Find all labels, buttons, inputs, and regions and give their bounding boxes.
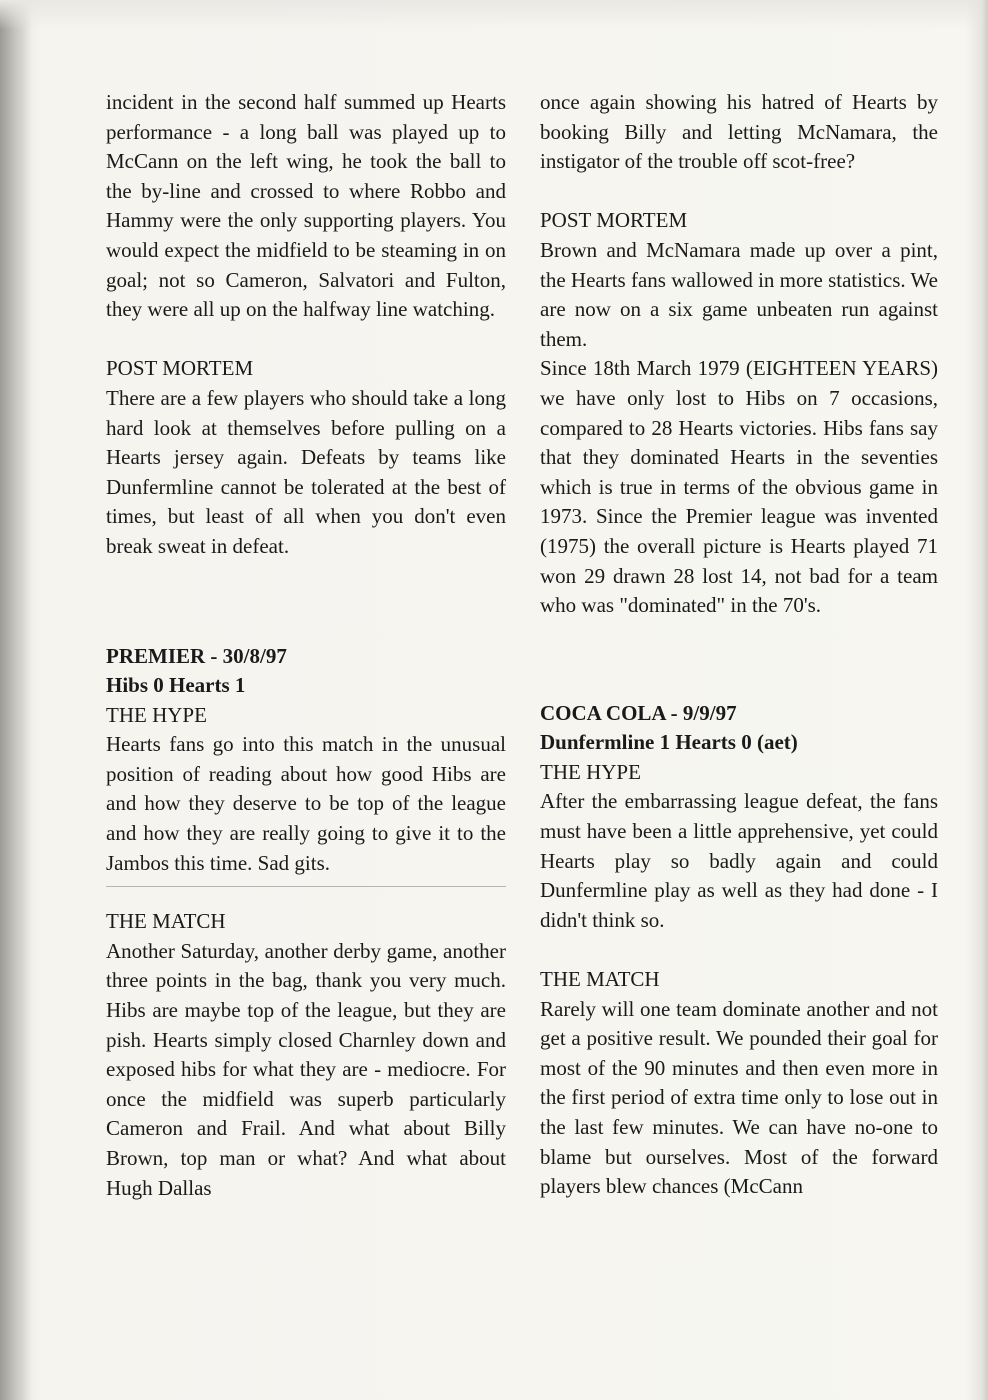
section-label-the-match: THE MATCH: [540, 967, 660, 992]
paragraph: Brown and McNamara made up over a pint, the Hearts fans wallowed in more statistics. We are now on a six game unbeaten run against them.: [540, 237, 938, 351]
section-label-post-mortem: POST MORTEM: [540, 208, 688, 233]
paragraph: once again showing his hatred of Hearts by booking Billy and letting McNamara, the instigator of the trouble off scot-free?: [540, 90, 938, 174]
section-label-the-hype: THE HYPE: [540, 759, 641, 784]
page-right-edge: [966, 0, 988, 1400]
match-heading: COCA COLA - 9/9/97: [540, 700, 737, 725]
paragraph: Rarely will one team dominate another and not get a positive result. We pounded their goal for most of the 90 minutes and then even more in the first period of extra time only to lose out in the last few minutes. We can have no-one to blame but ourselves. Most of the forward players blew chances (McCann: [540, 996, 938, 1199]
match-score: Hibs 0 Hearts 1: [106, 673, 246, 698]
section-label-the-hype: THE HYPE: [106, 702, 207, 727]
paragraph: Hearts fans go into this match in the unusual position of reading about how good Hibs are and how they deserve to be top of the league and how they are really going to give it to the Jambos this time. Sad gits.: [106, 732, 506, 875]
divider: [106, 878, 506, 892]
right-column: [540, 88, 938, 1202]
paragraph: Since 18th March 1979 (EIGHTEEN YEARS) we have only lost to Hibs on 7 occasions, compared to 28 Hearts victories. Hibs fans say that they dominated Hearts in the seventies which is true in terms of the obvious game in 1973. Since the Premier league was invented (1975) the overall picture is Hearts played 71 won 29 drawn 28 lost 14, not bad for a team who was "dominated" in the 70's.: [540, 356, 938, 618]
page-top-edge: [0, 0, 988, 30]
paragraph: There are a few players who should take a long hard look at themselves before pulling on a Hearts jersey again. Defeats by teams like Dunfermline cannot be tolerated at the best of times, but least of all when you don't even break sweat in defeat.: [106, 385, 506, 558]
paragraph: Another Saturday, another derby game, another three points in the bag, thank you very much. Hibs are maybe top of the league, but they are pish. Hearts simply closed Charnley down and exposed hibs for what they are - mediocre. For once the midfield was superb particularly Cameron and Frail. And what about Billy Brown, top man or what? And what about Hugh Dallas: [106, 938, 506, 1200]
match-score: Dunfermline 1 Hearts 0 (aet): [540, 730, 798, 755]
section-label-post-mortem: POST MORTEM: [106, 356, 254, 381]
match-heading: PREMIER - 30/8/97: [106, 643, 287, 668]
binding-shadow: [0, 0, 32, 1400]
paragraph: After the embarrassing league defeat, the fans must have been a little apprehensive, yet could Hearts play so badly again and could Dunfermline play as well as they had done - I didn't think so.: [540, 789, 938, 932]
section-label-the-match: THE MATCH: [106, 909, 226, 934]
left-column: [106, 88, 506, 1203]
paragraph: incident in the second half summed up Hearts performance - a long ball was played up to McCann on the left wing, he took the ball to the by-line and crossed to where Robbo and Hammy were the only supporting players. You would expect the midfield to be steaming in on goal; not so Cameron, Salvatori and Fulton, they were all up on the halfway line watching.: [106, 90, 506, 322]
